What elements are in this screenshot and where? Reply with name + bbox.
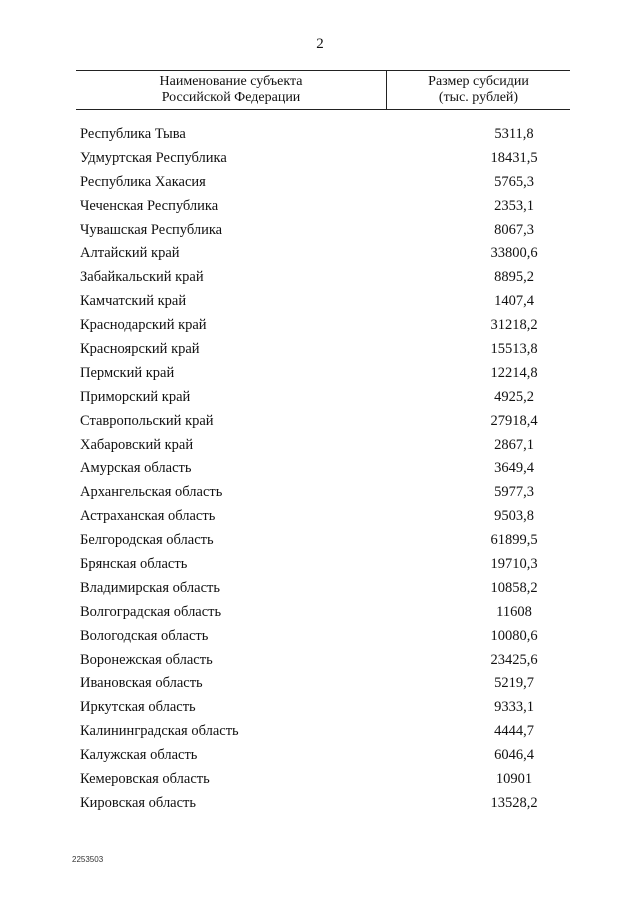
subsidy-amount: 10901 [495, 771, 533, 788]
subsidy-amount: 11608 [496, 603, 532, 620]
region-name: Республика Тыва [80, 126, 186, 142]
region-name: Краснодарский край [80, 317, 207, 334]
document-code: 2253503 [72, 855, 104, 864]
table-row [80, 626, 570, 650]
subsidy-amount: 2867,1 [494, 436, 534, 453]
table-row [80, 411, 570, 435]
region-name: Амурская область [80, 460, 192, 477]
subsidy-amount: 18431,5 [490, 149, 538, 166]
table-row [80, 721, 570, 745]
region-name: Чеченская Республика [80, 197, 219, 214]
table-row [80, 602, 570, 626]
region-name: Калужская область [80, 747, 198, 764]
region-name: Камчатский край [80, 293, 187, 310]
region-name: Ивановская область [80, 675, 203, 692]
region-name: Хабаровский край [80, 436, 194, 453]
subsidy-amount: 31218,2 [490, 317, 538, 334]
subsidy-amount: 5219,7 [494, 675, 534, 692]
subsidy-amount: 8067,3 [494, 221, 534, 238]
region-name: Брянская область [80, 556, 188, 573]
header-amount-cell [387, 74, 570, 106]
table-row [80, 793, 570, 817]
subsidy-amount: 23425,6 [490, 651, 538, 668]
table-row [80, 220, 570, 244]
region-name: Приморский край [80, 388, 191, 405]
subsidy-amount: 15513,8 [490, 341, 538, 358]
region-name: Иркутская область [80, 699, 196, 716]
table-row [80, 435, 570, 459]
table-row [80, 243, 570, 267]
table-row [80, 148, 570, 172]
subsidy-amount: 10080,6 [490, 627, 538, 644]
subsidy-amount: 19710,3 [490, 556, 538, 573]
subsidy-amount: 13528,2 [490, 794, 538, 811]
subsidy-amount: 5765,3 [494, 173, 534, 190]
header-name-line1: Наименование субъекта [159, 74, 303, 89]
subsidy-amount: 6046,4 [494, 747, 534, 764]
subsidy-amount: 3649,4 [494, 460, 534, 477]
subsidy-amount: 12214,8 [490, 364, 538, 381]
header-name-line2: Российской Федерации [161, 90, 301, 105]
header-amount-line2: (тыс. рублей) [438, 90, 519, 105]
table-row [80, 650, 570, 674]
region-name: Владимирская область [80, 579, 220, 596]
table-row [80, 291, 570, 315]
region-name: Алтайский край [80, 245, 180, 262]
region-name: Забайкальский край [80, 269, 204, 286]
subsidy-amount: 4925,2 [494, 388, 534, 405]
region-name: Калининградская область [80, 723, 239, 740]
region-name: Белгородская область [80, 532, 214, 549]
table-row [80, 172, 570, 196]
table-row [80, 554, 570, 578]
table-body [80, 124, 570, 817]
table-row [80, 506, 570, 530]
subsidy-amount: 2353,1 [494, 197, 534, 214]
subsidy-amount: 27918,4 [490, 412, 538, 429]
region-name: Воронежская область [80, 651, 213, 668]
table-row [80, 267, 570, 291]
header-amount-line1: Размер субсидии [428, 74, 529, 89]
subsidy-amount: 33800,6 [490, 245, 538, 262]
table-row [80, 339, 570, 363]
table-row [80, 196, 570, 220]
region-name: Кемеровская область [80, 771, 210, 788]
table-row [80, 769, 570, 793]
table-row [80, 315, 570, 339]
table-row [80, 363, 570, 387]
subsidy-amount: 1407,4 [494, 293, 534, 310]
table-row [80, 673, 570, 697]
header-name-cell [76, 74, 386, 106]
region-name: Красноярский край [80, 341, 200, 358]
region-name: Архангельская область [80, 484, 223, 501]
subsidy-amount: 9503,8 [494, 508, 534, 525]
region-name: Пермский край [80, 364, 175, 381]
table-row [80, 697, 570, 721]
table-row [80, 387, 570, 411]
table-header [76, 70, 570, 110]
region-name: Республика Хакасия [80, 173, 206, 190]
subsidy-amount: 9333,1 [494, 699, 534, 716]
table-row [80, 458, 570, 482]
subsidy-amount: 61899,5 [490, 532, 538, 549]
region-name: Удмуртская Республика [80, 149, 227, 166]
table-row [80, 745, 570, 769]
subsidy-amount: 8895,2 [494, 269, 534, 286]
table-row [80, 482, 570, 506]
region-name: Волгоградская область [80, 603, 222, 620]
region-name: Чувашская Республика [80, 221, 223, 238]
table-row [80, 530, 570, 554]
region-name: Ставропольский край [80, 412, 214, 429]
region-name: Вологодская область [80, 627, 209, 644]
subsidy-amount: 5977,3 [494, 484, 534, 501]
table-row [80, 578, 570, 602]
subsidy-amount: 10858,2 [490, 579, 538, 596]
region-name: Астраханская область [80, 508, 216, 525]
table-row [80, 124, 570, 148]
region-name: Кировская область [80, 794, 197, 811]
page-number: 2 [316, 36, 324, 52]
subsidy-amount: 4444,7 [494, 723, 534, 740]
subsidy-amount: 5311,8 [494, 126, 534, 142]
